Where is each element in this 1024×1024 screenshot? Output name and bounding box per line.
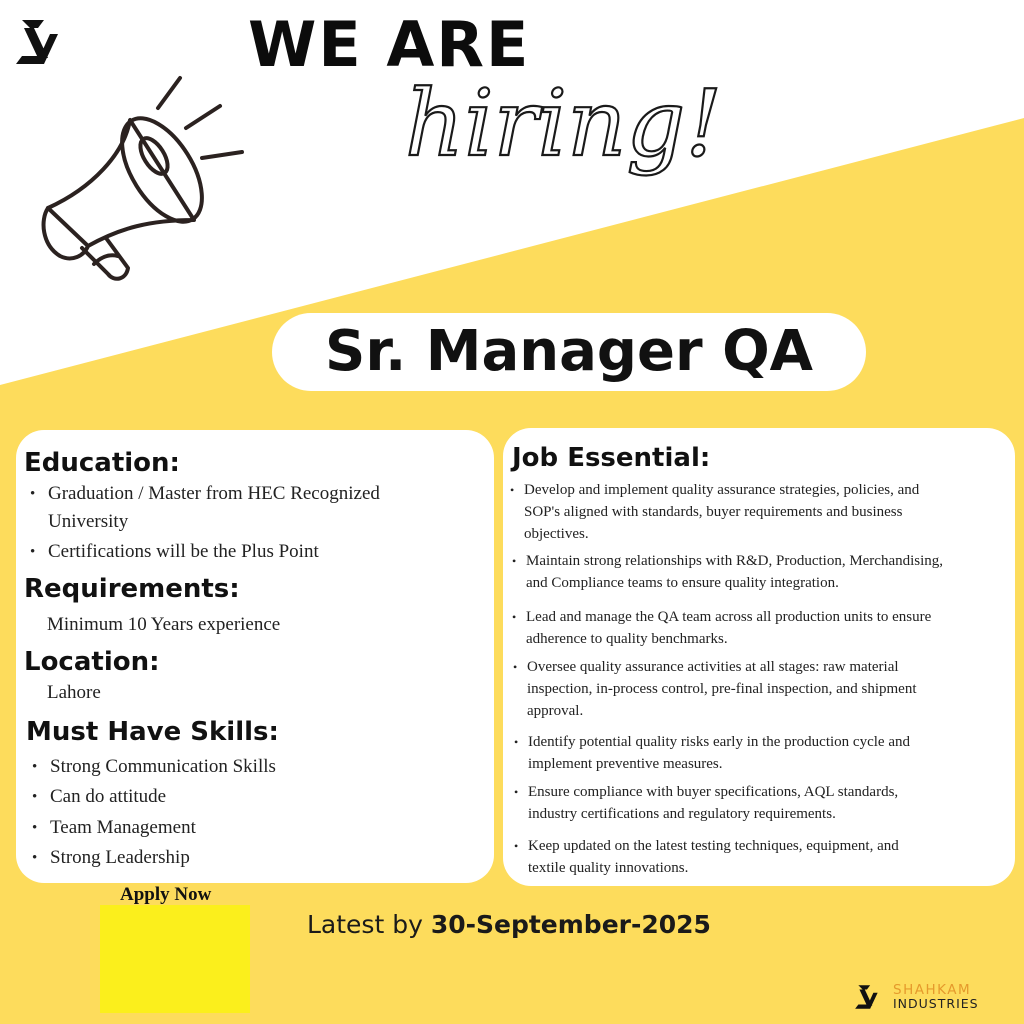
we-are-heading: WE ARE [248, 8, 531, 81]
skills-heading: Must Have Skills: [26, 717, 279, 747]
brand-logo-icon [848, 982, 888, 1012]
megaphone-icon [30, 70, 260, 295]
brand-name: SHAHKAM INDUSTRIES [893, 982, 979, 1011]
deadline-text: Latest by 30-September-2025 [307, 910, 711, 939]
apply-now-label: Apply Now [120, 884, 212, 905]
job-essential-item: • Identify potential quality risks early in the production cycle and implement preventive measures. [514, 734, 910, 772]
job-essential-heading: Job Essential: [512, 443, 711, 473]
requirements-text: Minimum 10 Years experience [47, 614, 281, 635]
company-logo-icon [14, 14, 66, 70]
skill-item: • Team Management [50, 814, 196, 842]
job-essential-item: • Ensure compliance with buyer specifications, AQL standards, industry certifications and regulatory requirements. [514, 784, 899, 822]
job-title-pill [272, 313, 866, 391]
job-essential-item: • Maintain strong relationships with R&D, Production, Merchandising, and Compliance teams to ensure quality integration. [512, 553, 944, 591]
job-title: Sr. Manager QA [324, 319, 814, 384]
job-essential-item: • Lead and manage the QA team across all production units to ensure adherence to quality benchmarks. [512, 609, 932, 647]
location-heading: Location: [24, 647, 160, 677]
location-text: Lahore [47, 682, 101, 703]
apply-redacted-box [100, 905, 250, 1013]
requirements-heading: Requirements: [24, 574, 240, 604]
skill-item: • Strong Leadership [50, 844, 190, 872]
education-item-2: • Certifications will be the Plus Point [48, 538, 319, 566]
job-essential-item: • Keep updated on the latest testing techniques, equipment, and textile quality innovations. [514, 838, 899, 876]
education-item-1: • Graduation / Master from HEC Recognized [48, 480, 380, 508]
education-item-1-continued: University [48, 511, 129, 532]
hiring-script [395, 55, 845, 195]
job-essential-item: • Develop and implement quality assurance strategies, policies, and SOP's aligned with standards, buyer requirements and business objectives. [510, 482, 920, 542]
skill-item: • Strong Communication Skills [50, 753, 276, 781]
skill-item: • Can do attitude [50, 783, 166, 811]
education-heading: Education: [24, 448, 180, 478]
job-essential-item: • Oversee quality assurance activities at all stages: raw material inspection, in-process control, pre-final inspection, and shipment approval. [513, 659, 917, 719]
deadline-date: 30-September-2025 [430, 910, 711, 939]
hiring-text: hiring! [405, 70, 723, 177]
